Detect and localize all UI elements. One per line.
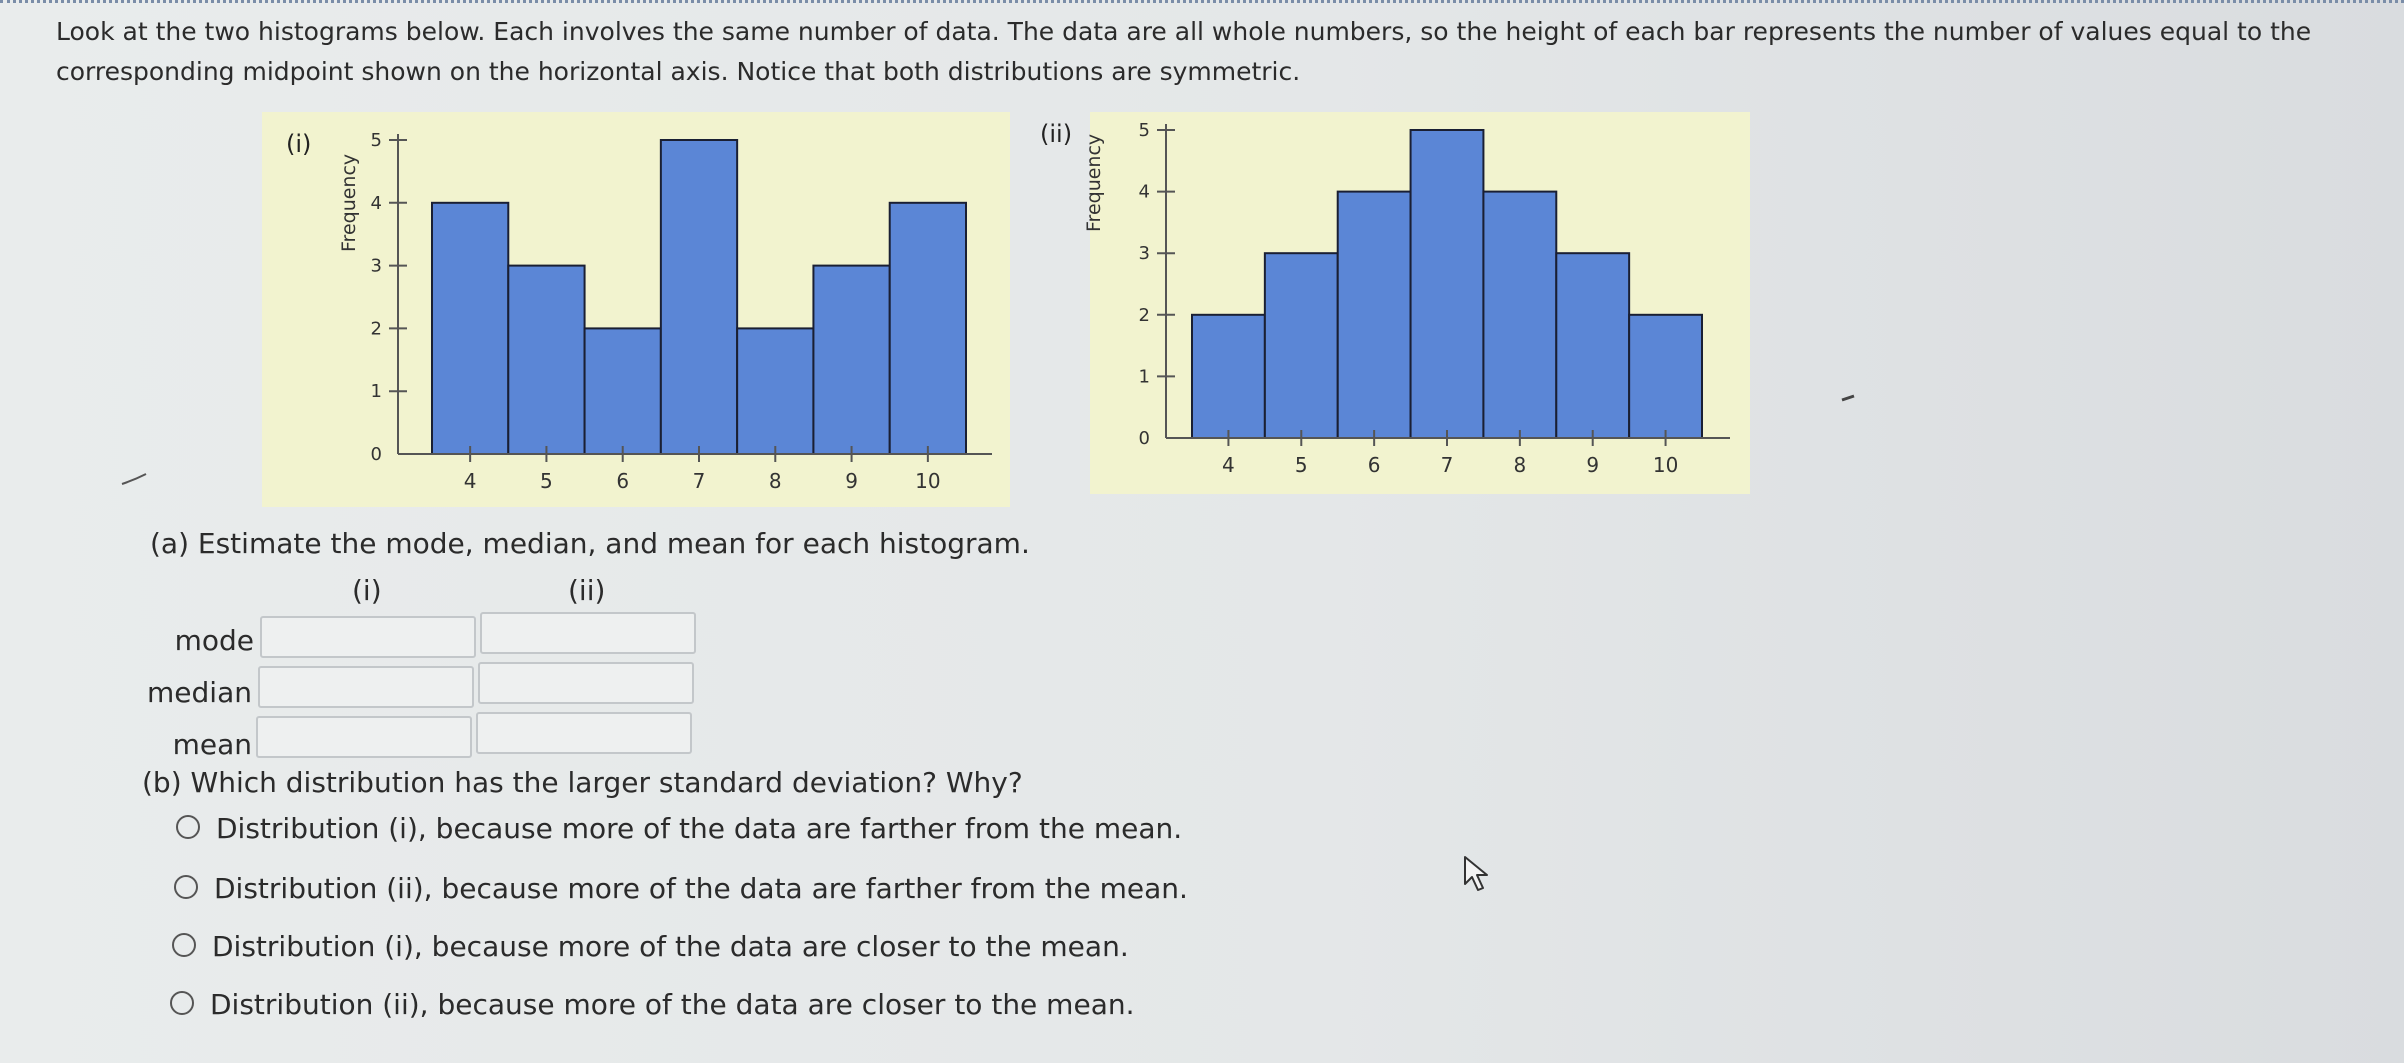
x-tick-label: 9 [845,469,858,493]
histogram-bar [1629,315,1702,438]
option-2-label: Distribution (ii), because more of the data are farther from the mean. [214,872,1188,905]
option-3[interactable] [172,930,1129,963]
part-a-prompt: (a) Estimate the mode, median, and mean for each histogram. [150,527,1030,560]
column-header-ii: (ii) [568,574,606,607]
histogram-ii-svg [1090,112,1750,494]
x-tick-label: 5 [540,469,553,493]
histogram-bar [432,203,508,454]
histogram-bar [737,328,813,454]
histogram-bar [508,266,584,454]
histogram-i-label: (i) [286,130,312,158]
histogram-ii-label: (ii) [1040,120,1073,148]
mode-ii-input[interactable] [480,612,696,654]
radio-button[interactable] [176,815,200,839]
y-tick-label: 3 [370,255,382,277]
histogram-bar [1483,192,1556,438]
x-tick-label: 8 [768,469,782,493]
histogram-bar [1265,253,1338,438]
option-2[interactable] [174,872,1188,905]
histogram-bar [1192,315,1265,438]
median-i-input[interactable] [258,666,474,708]
x-tick-label: 4 [1222,453,1235,477]
y-tick-label: 2 [1138,304,1150,326]
x-tick-label: 9 [1586,453,1600,477]
row-label-mean: mean [172,728,252,761]
option-3-label: Distribution (i), because more of the data are closer to the mean. [212,930,1129,963]
histogram-ii-ylabel: Frequency [1083,133,1105,232]
histogram-bar [1338,192,1411,438]
y-tick-label: 1 [1138,366,1150,388]
row-label-mode: mode [174,624,254,657]
x-tick-label: 10 [1652,453,1679,477]
mean-ii-input[interactable] [476,712,692,754]
mouse-pointer-icon [1462,854,1496,894]
y-tick-label: 0 [1138,428,1150,449]
histogram-bar [890,203,966,454]
x-tick-label: 6 [616,469,630,493]
x-tick-label: 10 [915,469,941,493]
y-tick-label: 0 [370,444,382,465]
histogram-bar [813,266,889,454]
x-tick-label: 7 [1440,453,1454,477]
histogram-i-ylabel: Frequency [338,153,360,252]
histogram-i-panel [262,112,1010,507]
top-dotted-border [0,0,2404,3]
y-tick-label: 5 [370,130,382,151]
option-1-label: Distribution (i), because more of the data are farther from the mean. [216,812,1183,845]
option-1[interactable] [176,812,1182,845]
histogram-bar [585,328,661,454]
x-tick-label: 8 [1513,453,1527,477]
histogram-bar [661,140,737,454]
option-4[interactable] [170,988,1135,1021]
y-tick-label: 5 [1138,120,1150,141]
question-intro: Look at the two histograms below. Each involves the same number of data. The data are all whole numbers, so the height of each bar represents the number of values equal to the corresponding midpoint shown on the horizontal axis. Notice that both distributions are symmetric. [56,17,2312,86]
histogram-bar [1556,253,1629,438]
x-tick-label: 4 [463,469,477,493]
mean-i-input[interactable] [256,716,472,758]
stray-mark [120,470,150,490]
y-tick-label: 2 [370,318,382,340]
part-b-prompt: (b) Which distribution has the larger standard deviation? Why? [142,766,1023,799]
histogram-ii-panel [1040,112,1750,494]
column-header-i: (i) [352,574,382,607]
option-4-label: Distribution (ii), because more of the data are closer to the mean. [210,988,1135,1021]
y-tick-label: 4 [370,192,382,214]
radio-button[interactable] [172,933,196,957]
x-tick-label: 6 [1367,453,1381,477]
y-tick-label: 1 [370,381,382,403]
y-tick-label: 4 [1138,181,1150,203]
median-ii-input[interactable] [478,662,694,704]
radio-button[interactable] [174,875,198,899]
row-label-median: median [147,676,252,709]
y-tick-label: 3 [1138,243,1150,265]
radio-button[interactable] [170,991,194,1015]
histogram-bar [1411,130,1484,438]
x-tick-label: 5 [1294,453,1308,477]
stray-mark [1840,392,1860,404]
histogram-i-svg [262,112,1010,507]
x-tick-label: 7 [692,469,706,493]
mode-i-input[interactable] [260,616,476,658]
